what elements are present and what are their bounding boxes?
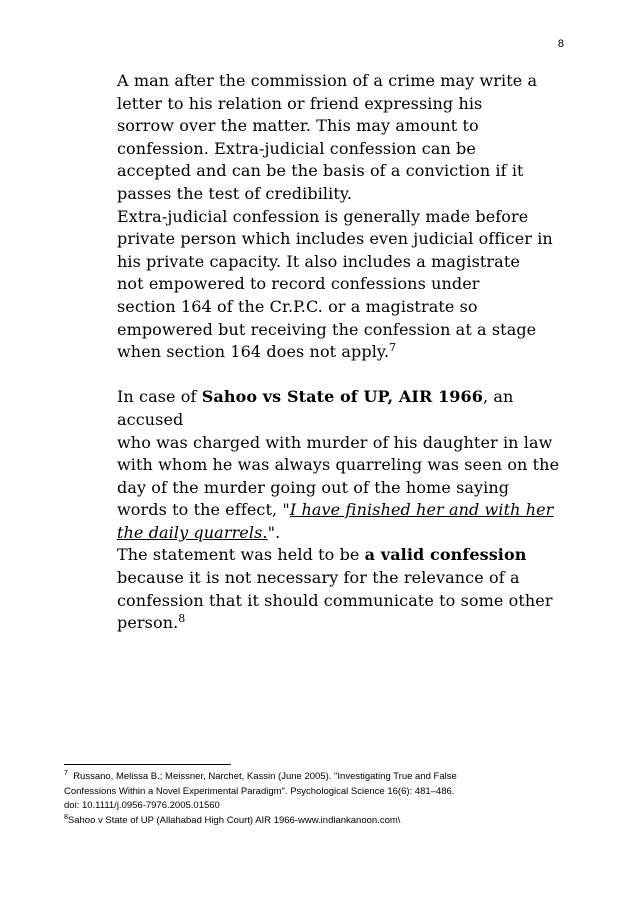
text-line: because it is not necessary for the relevance of a xyxy=(117,568,520,588)
footnote-ref-7[interactable]: 7 xyxy=(389,341,397,355)
text-line: section 164 of the Cr.P.C. or a magistrate so xyxy=(117,296,478,316)
footnote-7 xyxy=(64,770,584,785)
text-line: Extra-judicial confession is generally made before xyxy=(117,206,529,226)
text-span: The statement was held to be xyxy=(117,545,365,565)
text-line: A man after the commission of a crime may write a xyxy=(117,71,538,90)
footnote-text: Sahoo v State of UP (Allahabad High Court) AIR 1966-www.indiankanoon.com\ xyxy=(67,814,401,826)
text-line: his private capacity. It also includes a magistrate xyxy=(117,251,520,271)
footnote-number: 8 xyxy=(64,813,68,821)
text-line xyxy=(117,612,572,635)
text-line: confession that it should communicate to some other xyxy=(117,590,553,610)
body-text xyxy=(117,70,572,635)
quoted-statement: the daily quarrels. xyxy=(117,522,268,542)
text-line: sorrow over the matter. This may amount to xyxy=(117,116,479,136)
footnote-text-line: Confessions Within a Novel Experimental Paradigm". Psychological Science 16(6): 481–486. xyxy=(64,785,455,797)
text-line xyxy=(117,341,572,364)
text-span: person. xyxy=(117,613,179,633)
valid-confession-emphasis: a valid confession xyxy=(364,545,527,565)
text-span: In case of xyxy=(117,387,202,407)
quoted-statement: I have finished her and with her xyxy=(289,500,554,520)
footnote-text-line: doi: 10.1111/j.0956-7976.2005.01560 xyxy=(64,800,220,812)
text-line xyxy=(117,499,572,522)
text-line: who was charged with murder of his daughter in law xyxy=(117,432,553,452)
text-line: private person which includes even judicial officer in xyxy=(117,229,553,249)
text-line xyxy=(117,386,572,431)
text-line: confession. Extra-judicial confession can be xyxy=(117,138,476,158)
footnote-text: Russano, Melissa B.; Meissner, Narchet, Kassin (June 2005). "Investigating True and False xyxy=(73,771,457,782)
footnotes xyxy=(64,770,584,828)
page-number: 8 xyxy=(557,38,564,50)
paragraph-valid-confession xyxy=(117,544,572,634)
text-line: not empowered to record confessions under xyxy=(117,274,480,294)
text-line xyxy=(117,522,572,545)
text-line: with whom he was always quarreling was seen on the xyxy=(117,455,560,475)
text-span: , an accused xyxy=(117,387,514,429)
text-span: ". xyxy=(267,522,281,542)
footnote-separator xyxy=(64,764,231,765)
case-citation: Sahoo vs State of UP, AIR 1966 xyxy=(201,387,483,407)
text-line: letter to his relation or friend expressing his xyxy=(117,93,483,113)
paragraph-extra-judicial-letter xyxy=(117,70,572,206)
text-span: words to the effect, " xyxy=(117,500,290,520)
text-line: accepted and can be the basis of a conviction if it xyxy=(117,161,524,181)
paragraph-case-example xyxy=(117,386,572,544)
footnote-number: 7 xyxy=(64,770,68,777)
text-line: passes the test of credibility. xyxy=(117,183,353,203)
paragraph-extra-judicial-definition xyxy=(117,206,572,364)
text-line xyxy=(117,544,572,567)
text-span: when section 164 does not apply. xyxy=(117,342,390,362)
footnote-ref-8[interactable]: 8 xyxy=(178,612,186,626)
text-line: day of the murder going out of the home saying xyxy=(117,477,510,497)
footnote-8 xyxy=(64,814,584,829)
text-line: empowered but receiving the confession at a stage xyxy=(117,319,537,339)
